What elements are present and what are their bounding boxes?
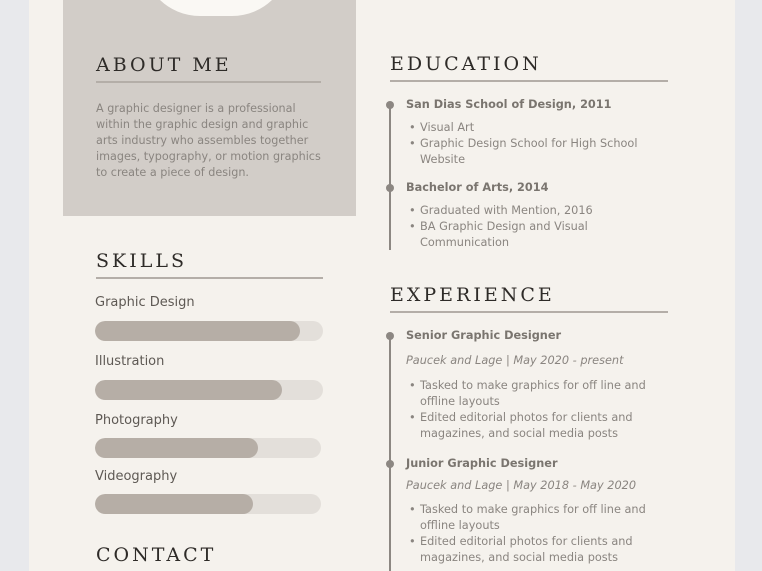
skill-bar-fill bbox=[95, 380, 282, 400]
experience-entry-title: Senior Graphic Designer bbox=[406, 329, 562, 342]
education-divider bbox=[390, 80, 668, 82]
list-item: • Tasked to make graphics for off line and offline layouts bbox=[406, 502, 666, 534]
timeline-dot bbox=[386, 332, 394, 340]
skill-label: Illustration bbox=[95, 354, 165, 369]
skill-label: Photography bbox=[95, 413, 178, 428]
experience-entry-title: Junior Graphic Designer bbox=[406, 457, 558, 470]
list-item: • Edited editorial photos for clients and magazines, and social media posts bbox=[406, 534, 666, 566]
contact-heading: CONTACT bbox=[96, 544, 217, 566]
skill-label: Graphic Design bbox=[95, 295, 195, 310]
list-item: • Visual Art bbox=[406, 120, 666, 136]
education-entry-bullets bbox=[406, 203, 666, 251]
skills-divider bbox=[96, 277, 323, 279]
list-item: • Graduated with Mention, 2016 bbox=[406, 203, 666, 219]
list-item: • Edited editorial photos for clients and magazines, and social media posts bbox=[406, 410, 666, 442]
timeline-dot bbox=[386, 184, 394, 192]
experience-divider bbox=[390, 311, 668, 313]
about-heading: ABOUT ME bbox=[96, 54, 232, 76]
education-entry-bullets bbox=[406, 120, 666, 168]
experience-entry-bullets bbox=[406, 378, 666, 442]
skill-bar-fill bbox=[95, 438, 258, 458]
education-timeline bbox=[389, 104, 391, 250]
list-item: • Graphic Design School for High School Website bbox=[406, 136, 666, 168]
education-entry-title: Bachelor of Arts, 2014 bbox=[406, 181, 549, 194]
timeline-dot bbox=[386, 460, 394, 468]
experience-heading: EXPERIENCE bbox=[390, 284, 555, 306]
skill-bar-track bbox=[95, 494, 321, 514]
about-divider bbox=[96, 81, 321, 83]
experience-entry-subtitle: Paucek and Lage | May 2018 - May 2020 bbox=[406, 479, 637, 492]
skill-bar-track bbox=[95, 380, 323, 400]
list-item: • Tasked to make graphics for off line and offline layouts bbox=[406, 378, 666, 410]
skill-bar-fill bbox=[95, 494, 253, 514]
education-heading: EDUCATION bbox=[390, 53, 542, 75]
skill-bar-track bbox=[95, 438, 321, 458]
timeline-dot bbox=[386, 101, 394, 109]
about-text: A graphic designer is a professional within the graphic design and graphic arts industry who assembles together images, typography, or motion graphics to create a piece of design. bbox=[96, 102, 321, 179]
skill-label: Videography bbox=[95, 469, 178, 484]
skills-heading: SKILLS bbox=[96, 250, 187, 272]
experience-timeline bbox=[389, 334, 391, 571]
skill-bar-fill bbox=[95, 321, 300, 341]
experience-entry-subtitle: Paucek and Lage | May 2020 - present bbox=[406, 354, 624, 367]
skill-bar-track bbox=[95, 321, 323, 341]
education-entry-title: San Dias School of Design, 2011 bbox=[406, 98, 612, 111]
list-item: • BA Graphic Design and Visual Communication bbox=[406, 219, 666, 251]
experience-entry-bullets bbox=[406, 502, 666, 566]
